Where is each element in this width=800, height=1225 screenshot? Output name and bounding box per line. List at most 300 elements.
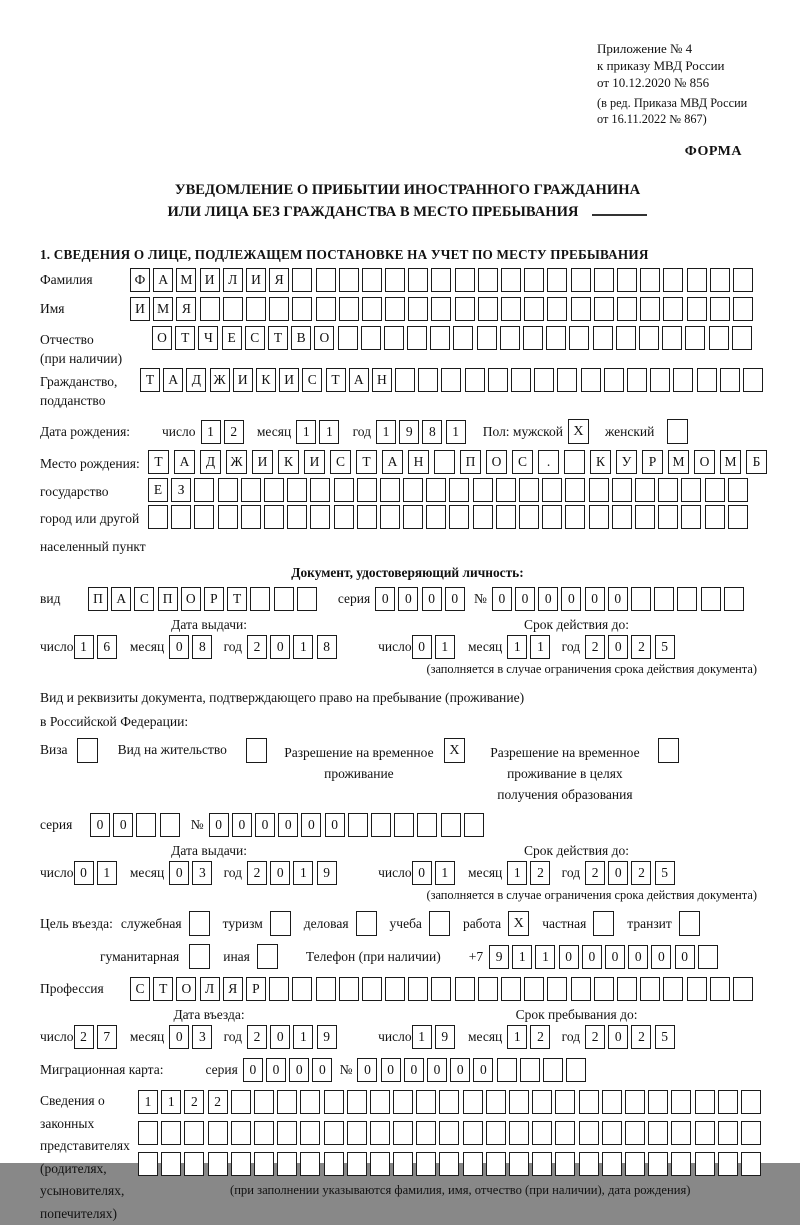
char-box[interactable]	[555, 1121, 575, 1145]
char-box[interactable]	[718, 1152, 738, 1176]
char-box[interactable]	[724, 587, 744, 611]
purpose-humanitarian-checkbox[interactable]	[189, 944, 210, 969]
char-box[interactable]	[148, 505, 168, 529]
char-box[interactable]	[501, 297, 521, 321]
char-box[interactable]	[449, 478, 469, 502]
char-box[interactable]	[418, 368, 438, 392]
char-box[interactable]	[171, 505, 191, 529]
char-box[interactable]	[728, 505, 748, 529]
char-box[interactable]: 0	[608, 635, 628, 659]
char-box[interactable]	[161, 1152, 181, 1176]
char-box[interactable]: 0	[357, 1058, 377, 1082]
char-box[interactable]: 2	[247, 1025, 267, 1049]
char-box[interactable]: Ж	[210, 368, 230, 392]
char-box[interactable]	[602, 1152, 622, 1176]
char-box[interactable]	[671, 1121, 691, 1145]
char-box[interactable]	[565, 505, 585, 529]
char-box[interactable]	[523, 326, 543, 350]
char-box[interactable]: 1	[293, 635, 313, 659]
char-box[interactable]: 0	[169, 861, 189, 885]
char-box[interactable]	[681, 505, 701, 529]
char-box[interactable]: 2	[585, 635, 605, 659]
char-box[interactable]	[687, 977, 707, 1001]
char-box[interactable]: 6	[97, 635, 117, 659]
char-box[interactable]	[733, 977, 753, 1001]
char-box[interactable]: Т	[153, 977, 173, 1001]
char-box[interactable]	[465, 368, 485, 392]
char-box[interactable]: Я	[176, 297, 196, 321]
char-box[interactable]	[339, 268, 359, 292]
char-box[interactable]: 0	[404, 1058, 424, 1082]
char-box[interactable]: 0	[270, 861, 290, 885]
char-box[interactable]	[361, 326, 381, 350]
char-box[interactable]	[631, 587, 651, 611]
char-box[interactable]	[334, 505, 354, 529]
char-box[interactable]: 1	[161, 1090, 181, 1114]
char-box[interactable]	[709, 326, 729, 350]
char-box[interactable]	[393, 1121, 413, 1145]
char-box[interactable]	[543, 1058, 563, 1082]
char-box[interactable]	[612, 505, 632, 529]
char-box[interactable]	[478, 977, 498, 1001]
char-box[interactable]: 0	[561, 587, 581, 611]
char-box[interactable]	[370, 1090, 390, 1114]
char-box[interactable]	[658, 478, 678, 502]
char-box[interactable]	[571, 297, 591, 321]
char-box[interactable]: 0	[585, 587, 605, 611]
char-box[interactable]	[733, 268, 753, 292]
char-box[interactable]	[455, 268, 475, 292]
char-box[interactable]	[639, 326, 659, 350]
char-box[interactable]	[663, 297, 683, 321]
char-box[interactable]: 1	[412, 1025, 432, 1049]
char-box[interactable]	[347, 1152, 367, 1176]
char-box[interactable]: 1	[97, 861, 117, 885]
char-box[interactable]	[741, 1121, 761, 1145]
char-box[interactable]	[297, 587, 317, 611]
char-box[interactable]	[710, 268, 730, 292]
char-box[interactable]	[287, 505, 307, 529]
char-box[interactable]	[426, 478, 446, 502]
char-box[interactable]	[710, 977, 730, 1001]
char-box[interactable]: К	[590, 450, 611, 474]
char-box[interactable]	[218, 478, 238, 502]
char-box[interactable]: 1	[507, 1025, 527, 1049]
char-box[interactable]	[663, 977, 683, 1001]
char-box[interactable]: 0	[445, 587, 465, 611]
char-box[interactable]	[579, 1152, 599, 1176]
char-box[interactable]: 5	[655, 1025, 675, 1049]
char-box[interactable]: 2	[631, 861, 651, 885]
char-box[interactable]: 1	[435, 861, 455, 885]
char-box[interactable]	[602, 1090, 622, 1114]
char-box[interactable]	[393, 1090, 413, 1114]
char-box[interactable]	[617, 268, 637, 292]
char-box[interactable]	[241, 505, 261, 529]
char-box[interactable]	[496, 478, 516, 502]
char-box[interactable]	[579, 1090, 599, 1114]
char-box[interactable]: 0	[412, 635, 432, 659]
char-box[interactable]	[564, 450, 585, 474]
char-box[interactable]	[650, 368, 670, 392]
char-box[interactable]: И	[233, 368, 253, 392]
char-box[interactable]	[292, 297, 312, 321]
char-box[interactable]	[324, 1090, 344, 1114]
char-box[interactable]: С	[330, 450, 351, 474]
char-box[interactable]: Т	[268, 326, 288, 350]
purpose-tourism-checkbox[interactable]	[270, 911, 291, 936]
char-box[interactable]	[184, 1121, 204, 1145]
char-box[interactable]: И	[200, 268, 220, 292]
char-box[interactable]	[569, 326, 589, 350]
char-box[interactable]: К	[256, 368, 276, 392]
char-box[interactable]: 2	[631, 1025, 651, 1049]
char-box[interactable]: 0	[301, 813, 321, 837]
char-box[interactable]: М	[720, 450, 741, 474]
char-box[interactable]: 8	[192, 635, 212, 659]
purpose-business-checkbox[interactable]	[356, 911, 377, 936]
char-box[interactable]: И	[304, 450, 325, 474]
char-box[interactable]	[138, 1121, 158, 1145]
char-box[interactable]	[681, 478, 701, 502]
char-box[interactable]	[385, 297, 405, 321]
char-box[interactable]: .	[538, 450, 559, 474]
char-box[interactable]	[316, 297, 336, 321]
char-box[interactable]	[324, 1152, 344, 1176]
char-box[interactable]: Е	[148, 478, 168, 502]
char-box[interactable]: 0	[412, 861, 432, 885]
char-box[interactable]	[426, 505, 446, 529]
char-box[interactable]	[478, 297, 498, 321]
char-box[interactable]	[617, 297, 637, 321]
char-box[interactable]	[300, 1090, 320, 1114]
char-box[interactable]: О	[694, 450, 715, 474]
char-box[interactable]	[362, 297, 382, 321]
char-box[interactable]	[380, 505, 400, 529]
char-box[interactable]	[439, 1090, 459, 1114]
char-box[interactable]	[589, 505, 609, 529]
char-box[interactable]	[695, 1090, 715, 1114]
char-box[interactable]	[269, 297, 289, 321]
char-box[interactable]	[453, 326, 473, 350]
char-box[interactable]	[741, 1090, 761, 1114]
char-box[interactable]: З	[171, 478, 191, 502]
char-box[interactable]	[455, 977, 475, 1001]
char-box[interactable]	[316, 977, 336, 1001]
char-box[interactable]	[594, 977, 614, 1001]
char-box[interactable]: 2	[247, 861, 267, 885]
char-box[interactable]: 1	[201, 420, 221, 444]
char-box[interactable]: 9	[317, 861, 337, 885]
char-box[interactable]: 0	[232, 813, 252, 837]
char-box[interactable]: Т	[140, 368, 160, 392]
char-box[interactable]: 0	[74, 861, 94, 885]
char-box[interactable]: П	[158, 587, 178, 611]
char-box[interactable]	[671, 1152, 691, 1176]
char-box[interactable]: 8	[317, 635, 337, 659]
char-box[interactable]: Р	[246, 977, 266, 1001]
char-box[interactable]	[416, 1152, 436, 1176]
char-box[interactable]: 0	[278, 813, 298, 837]
char-box[interactable]: 0	[270, 635, 290, 659]
char-box[interactable]	[416, 1121, 436, 1145]
char-box[interactable]: Б	[746, 450, 767, 474]
char-box[interactable]	[136, 813, 156, 837]
char-box[interactable]: 0	[270, 1025, 290, 1049]
char-box[interactable]	[695, 1152, 715, 1176]
char-box[interactable]	[542, 505, 562, 529]
char-box[interactable]	[431, 977, 451, 1001]
char-box[interactable]	[640, 977, 660, 1001]
char-box[interactable]: 0	[675, 945, 695, 969]
char-box[interactable]: 2	[74, 1025, 94, 1049]
char-box[interactable]: 5	[655, 861, 675, 885]
char-box[interactable]: Ф	[130, 268, 150, 292]
char-box[interactable]: 0	[255, 813, 275, 837]
char-box[interactable]	[403, 505, 423, 529]
char-box[interactable]	[627, 368, 647, 392]
char-box[interactable]	[555, 1152, 575, 1176]
char-box[interactable]	[269, 977, 289, 1001]
char-box[interactable]	[287, 478, 307, 502]
char-box[interactable]: О	[176, 977, 196, 1001]
char-box[interactable]: 1	[446, 420, 466, 444]
char-box[interactable]	[310, 478, 330, 502]
char-box[interactable]	[546, 326, 566, 350]
char-box[interactable]	[524, 268, 544, 292]
char-box[interactable]: Н	[408, 450, 429, 474]
char-box[interactable]	[208, 1121, 228, 1145]
char-box[interactable]	[200, 297, 220, 321]
char-box[interactable]: 1	[512, 945, 532, 969]
char-box[interactable]	[254, 1121, 274, 1145]
char-box[interactable]	[486, 1090, 506, 1114]
char-box[interactable]: Д	[186, 368, 206, 392]
char-box[interactable]	[434, 450, 455, 474]
char-box[interactable]: Я	[223, 977, 243, 1001]
char-box[interactable]	[532, 1152, 552, 1176]
char-box[interactable]	[648, 1121, 668, 1145]
char-box[interactable]	[254, 1090, 274, 1114]
char-box[interactable]	[223, 297, 243, 321]
char-box[interactable]: 0	[492, 587, 512, 611]
char-box[interactable]: Т	[227, 587, 247, 611]
char-box[interactable]	[677, 587, 697, 611]
purpose-other-checkbox[interactable]	[257, 944, 278, 969]
char-box[interactable]: О	[486, 450, 507, 474]
char-box[interactable]	[300, 1121, 320, 1145]
char-box[interactable]: 0	[651, 945, 671, 969]
char-box[interactable]: Е	[222, 326, 242, 350]
char-box[interactable]: В	[291, 326, 311, 350]
residence-permit-checkbox[interactable]	[246, 738, 267, 763]
char-box[interactable]	[635, 478, 655, 502]
char-box[interactable]: 1	[435, 635, 455, 659]
char-box[interactable]: 1	[293, 1025, 313, 1049]
char-box[interactable]	[477, 326, 497, 350]
char-box[interactable]	[654, 587, 674, 611]
char-box[interactable]: У	[616, 450, 637, 474]
visa-checkbox[interactable]	[77, 738, 98, 763]
char-box[interactable]: О	[181, 587, 201, 611]
purpose-private-checkbox[interactable]	[593, 911, 614, 936]
char-box[interactable]: А	[174, 450, 195, 474]
char-box[interactable]	[277, 1090, 297, 1114]
char-box[interactable]	[658, 505, 678, 529]
char-box[interactable]	[547, 977, 567, 1001]
char-box[interactable]: 7	[97, 1025, 117, 1049]
purpose-study-checkbox[interactable]	[429, 911, 450, 936]
char-box[interactable]: 0	[427, 1058, 447, 1082]
char-box[interactable]: 1	[296, 420, 316, 444]
char-box[interactable]	[208, 1152, 228, 1176]
char-box[interactable]	[384, 326, 404, 350]
char-box[interactable]	[218, 505, 238, 529]
char-box[interactable]: М	[176, 268, 196, 292]
char-box[interactable]: 0	[605, 945, 625, 969]
char-box[interactable]	[473, 505, 493, 529]
char-box[interactable]	[339, 977, 359, 1001]
char-box[interactable]	[292, 268, 312, 292]
char-box[interactable]: П	[88, 587, 108, 611]
char-box[interactable]	[571, 268, 591, 292]
char-box[interactable]	[697, 368, 717, 392]
char-box[interactable]: М	[668, 450, 689, 474]
char-box[interactable]: А	[163, 368, 183, 392]
sex-female-checkbox[interactable]	[667, 419, 688, 444]
char-box[interactable]: 2	[224, 420, 244, 444]
char-box[interactable]	[160, 813, 180, 837]
char-box[interactable]: Ж	[226, 450, 247, 474]
char-box[interactable]	[264, 505, 284, 529]
char-box[interactable]	[478, 268, 498, 292]
char-box[interactable]	[557, 368, 577, 392]
char-box[interactable]: 0	[538, 587, 558, 611]
char-box[interactable]	[695, 1121, 715, 1145]
char-box[interactable]	[394, 813, 414, 837]
char-box[interactable]	[264, 478, 284, 502]
char-box[interactable]	[486, 1152, 506, 1176]
char-box[interactable]	[581, 368, 601, 392]
char-box[interactable]	[604, 368, 624, 392]
char-box[interactable]	[705, 505, 725, 529]
char-box[interactable]: Т	[326, 368, 346, 392]
char-box[interactable]	[579, 1121, 599, 1145]
char-box[interactable]: О	[314, 326, 334, 350]
char-box[interactable]	[277, 1121, 297, 1145]
char-box[interactable]: Р	[204, 587, 224, 611]
char-box[interactable]	[316, 268, 336, 292]
char-box[interactable]: 1	[138, 1090, 158, 1114]
char-box[interactable]	[701, 587, 721, 611]
char-box[interactable]	[687, 268, 707, 292]
char-box[interactable]	[463, 1152, 483, 1176]
char-box[interactable]	[705, 478, 725, 502]
char-box[interactable]: О	[152, 326, 172, 350]
char-box[interactable]: А	[382, 450, 403, 474]
char-box[interactable]	[310, 505, 330, 529]
purpose-work-checkbox[interactable]: X	[508, 911, 529, 936]
char-box[interactable]: А	[111, 587, 131, 611]
char-box[interactable]	[408, 297, 428, 321]
char-box[interactable]	[274, 587, 294, 611]
char-box[interactable]: К	[278, 450, 299, 474]
char-box[interactable]	[496, 505, 516, 529]
char-box[interactable]: Д	[200, 450, 221, 474]
char-box[interactable]: 2	[631, 635, 651, 659]
char-box[interactable]	[519, 505, 539, 529]
char-box[interactable]	[547, 268, 567, 292]
char-box[interactable]	[362, 268, 382, 292]
char-box[interactable]	[501, 268, 521, 292]
char-box[interactable]: 2	[208, 1090, 228, 1114]
char-box[interactable]: 0	[608, 1025, 628, 1049]
char-box[interactable]	[671, 1090, 691, 1114]
char-box[interactable]: С	[130, 977, 150, 1001]
char-box[interactable]	[292, 977, 312, 1001]
char-box[interactable]	[231, 1152, 251, 1176]
char-box[interactable]: И	[246, 268, 266, 292]
char-box[interactable]	[370, 1152, 390, 1176]
char-box[interactable]: 0	[381, 1058, 401, 1082]
char-box[interactable]: 0	[90, 813, 110, 837]
char-box[interactable]: И	[279, 368, 299, 392]
char-box[interactable]	[728, 478, 748, 502]
char-box[interactable]: П	[460, 450, 481, 474]
char-box[interactable]	[395, 368, 415, 392]
char-box[interactable]: 0	[169, 635, 189, 659]
char-box[interactable]	[347, 1090, 367, 1114]
char-box[interactable]: 1	[376, 420, 396, 444]
char-box[interactable]	[184, 1152, 204, 1176]
char-box[interactable]	[408, 977, 428, 1001]
sex-male-checkbox[interactable]: X	[568, 419, 589, 444]
char-box[interactable]	[486, 1121, 506, 1145]
char-box[interactable]	[138, 1152, 158, 1176]
char-box[interactable]: 1	[507, 635, 527, 659]
char-box[interactable]: Т	[148, 450, 169, 474]
char-box[interactable]	[720, 368, 740, 392]
temp-residence-checkbox[interactable]: X	[444, 738, 465, 763]
char-box[interactable]	[743, 368, 763, 392]
char-box[interactable]: 2	[585, 861, 605, 885]
char-box[interactable]	[547, 297, 567, 321]
char-box[interactable]	[430, 326, 450, 350]
char-box[interactable]: Ч	[198, 326, 218, 350]
char-box[interactable]: 1	[74, 635, 94, 659]
char-box[interactable]: 0	[375, 587, 395, 611]
char-box[interactable]	[300, 1152, 320, 1176]
char-box[interactable]: 0	[113, 813, 133, 837]
char-box[interactable]	[741, 1152, 761, 1176]
char-box[interactable]	[254, 1152, 274, 1176]
char-box[interactable]	[589, 478, 609, 502]
char-box[interactable]	[501, 977, 521, 1001]
char-box[interactable]	[488, 368, 508, 392]
char-box[interactable]: 0	[325, 813, 345, 837]
char-box[interactable]: С	[302, 368, 322, 392]
char-box[interactable]	[385, 977, 405, 1001]
char-box[interactable]	[710, 297, 730, 321]
char-box[interactable]	[733, 297, 753, 321]
char-box[interactable]: И	[252, 450, 273, 474]
char-box[interactable]	[718, 1121, 738, 1145]
char-box[interactable]	[673, 368, 693, 392]
char-box[interactable]	[594, 268, 614, 292]
char-box[interactable]	[371, 813, 391, 837]
char-box[interactable]	[520, 1058, 540, 1082]
char-box[interactable]	[509, 1121, 529, 1145]
